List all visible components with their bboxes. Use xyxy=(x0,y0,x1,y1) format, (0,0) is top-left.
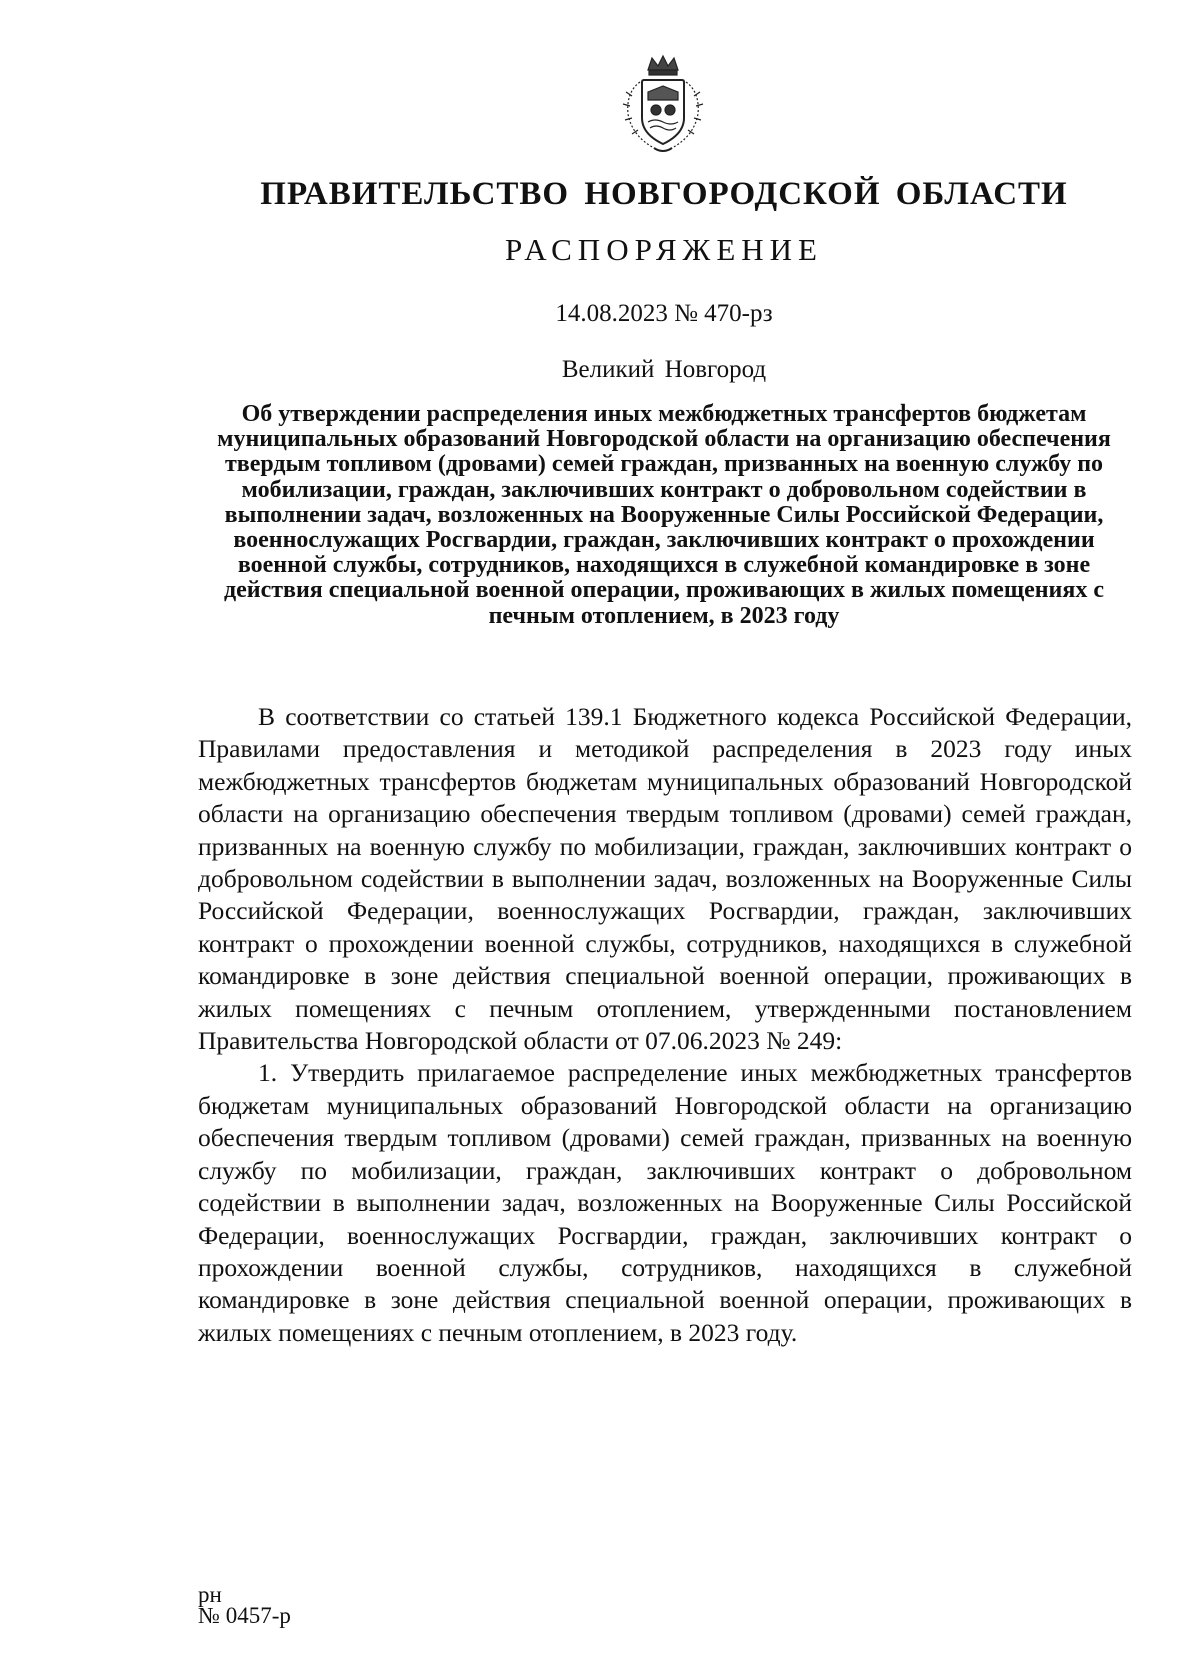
document-city: Великий Новгород xyxy=(561,356,767,383)
footer-internal-number: № 0457-р xyxy=(198,1603,291,1628)
footer-initials: рн xyxy=(198,1582,222,1607)
government-title: ПРАВИТЕЛЬСТВО НОВГОРОДСКОЙ ОБЛАСТИ xyxy=(260,176,1068,212)
novgorod-coat-of-arms-icon xyxy=(618,52,708,156)
document-date-number: 14.08.2023 № 470-рз xyxy=(555,300,773,327)
item-1-paragraph: 1. Утвердить прилагаемое распределение иных межбюджетных трансфертов бюджетам муниципальных образований Новгородской области на организацию обеспечения твердым топливом (дровами) семей граждан, призванных на военную службу по мобилизации, граждан, заключивших контракт о добровольном содействии в выполнении задач, возложенных на Вооруженные Силы Российской Федерации, военнослужащих Росгвардии, граждан, заключивших контракт о прохождении военной службы, сотрудников, находящихся в служебной командировке в зоне действия специальной военной операции, проживающих в жилых помещениях с печным отоплением, в 2023 году. xyxy=(198,1058,1132,1347)
preamble-paragraph: В соответствии со статьей 139.1 Бюджетного кодекса Российской Федерации, Правилами предоставления и методикой распределения в 2023 году иных межбюджетных трансфертов бюджетам муниципальных образований Новгородской области на организацию обеспечения твердым топливом (дровами) семей граждан, призванных на военную службу по мобилизации, граждан, заключивших контракт о добровольном содействии в выполнении задач, возложенных на Вооруженные Силы Российской Федерации, военнослужащих Росгвардии, граждан, заключивших контракт о прохождении военной службы, сотрудников, находящихся в служебной командировке в зоне действия специальной военной операции, проживающих в жилых помещениях с печным отоплением, утвержденными постановлением Правительства Новгородской области от 07.06.2023 № 249: xyxy=(198,702,1132,1056)
document-body xyxy=(198,701,1132,1349)
document-kind: РАСПОРЯЖЕНИЕ xyxy=(505,232,823,267)
footer-code xyxy=(198,1584,291,1626)
document-subject: Об утверждении распределения иных межбюджетных трансфертов бюджетам муниципальных образований Новгородской области на организацию обеспечения твердым топливом (дровами) семей граждан, призванных на военную службу по мобилизации, граждан, заключивших контракт о добровольном содействии в выполнении задач, возложенных на Вооруженные Силы Российской Федерации, военнослужащих Росгвардии, граждан, заключивших контракт о прохождении военной службы, сотрудников, находящихся в служебной командировке в зоне действия специальной военной операции, проживающих в жилых помещениях с печным отоплением, в 2023 году xyxy=(217,401,1111,629)
